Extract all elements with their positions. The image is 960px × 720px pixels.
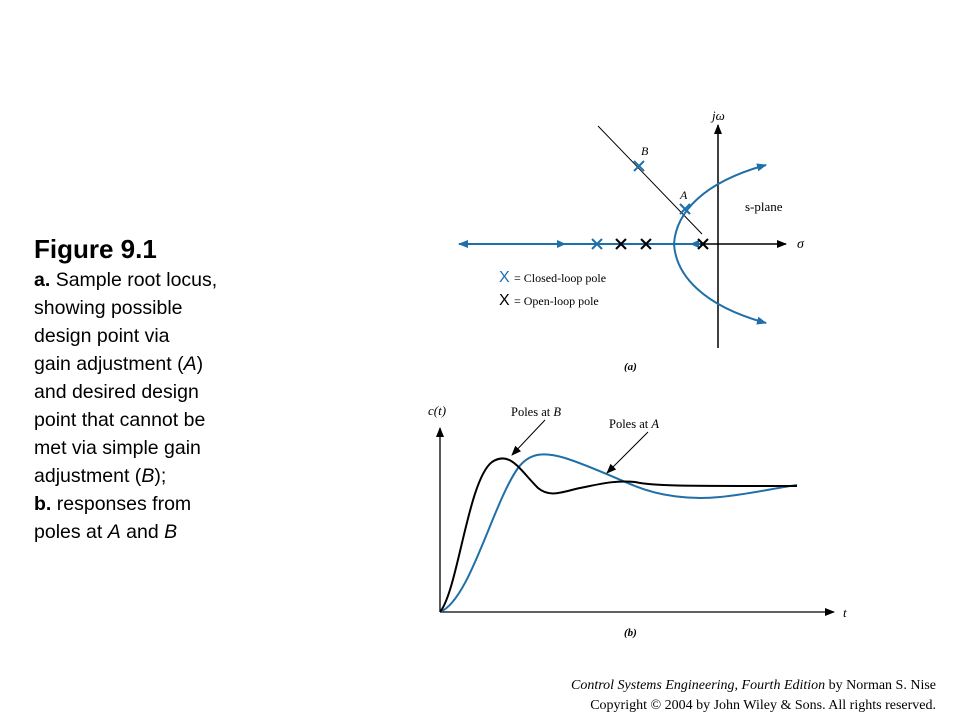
diagram-b-sublabel: (b) <box>624 627 637 639</box>
x-axis-label: t <box>843 605 847 620</box>
locus-arrow <box>690 240 699 248</box>
caption-text: ); <box>154 465 167 487</box>
point-b-label: B <box>641 144 649 158</box>
caption-line: showing possible <box>34 297 183 319</box>
legend-open-loop-text: = Open-loop pole <box>514 294 599 308</box>
caption-text: adjustment ( <box>34 465 142 487</box>
damping-ratio-line <box>598 126 702 234</box>
response-curve-a <box>440 454 797 612</box>
s-plane-label: s-plane <box>745 199 783 214</box>
caption-point-a: A <box>107 521 121 543</box>
caption-line: design point via <box>34 325 170 347</box>
part-b-label: b. <box>34 493 52 515</box>
caption-line: met via simple gain <box>34 437 201 459</box>
annotation-poles-at-b: Poles at B <box>511 405 561 419</box>
locus-lower-branch <box>674 244 766 323</box>
caption-point-b: B <box>164 521 178 543</box>
caption-point-b: B <box>141 465 155 487</box>
annotation-arrow-a <box>607 432 648 473</box>
locus-arrow <box>557 240 566 248</box>
annotation-poles-at-a: Poles at A <box>609 417 659 431</box>
closed-loop-pole-b <box>634 161 644 171</box>
caption-text: and <box>120 521 165 543</box>
root-locus-diagram <box>459 108 805 373</box>
caption-text: gain adjustment ( <box>34 353 184 375</box>
part-a-label: a. <box>34 269 51 291</box>
book-title: Control Systems Engineering, Fourth Edition <box>570 678 826 693</box>
caption-text: responses from <box>56 493 192 515</box>
legend-closed-loop-symbol: X <box>499 269 510 286</box>
caption-text: ) <box>196 353 204 375</box>
annotation-arrow-b <box>512 420 545 455</box>
caption-text: Sample root locus, <box>55 269 218 291</box>
point-a-label: A <box>680 188 688 202</box>
step-response-diagram <box>428 403 847 639</box>
caption-point-a: A <box>183 353 197 375</box>
book-author: by Norman S. Nise <box>825 678 936 693</box>
caption-line: and desired design <box>34 381 199 403</box>
copyright-credits <box>376 676 936 716</box>
y-axis-label: c(t) <box>428 403 447 418</box>
legend-closed-loop-text: = Closed-loop pole <box>514 271 607 285</box>
credits-line-1 <box>376 676 936 696</box>
diagram-a-sublabel: (a) <box>624 361 637 373</box>
response-curve-b <box>440 458 797 612</box>
imaginary-axis-label: jω <box>712 108 725 123</box>
caption-line: point that cannot be <box>34 409 206 431</box>
real-axis-label: σ <box>797 237 804 252</box>
caption-text: poles at <box>34 521 108 543</box>
figure-title: Figure 9.1 <box>34 234 157 264</box>
legend-open-loop-symbol: X <box>499 292 510 309</box>
credits-line-2: Copyright © 2004 by John Wiley & Sons. All rights reserved. <box>590 698 936 713</box>
